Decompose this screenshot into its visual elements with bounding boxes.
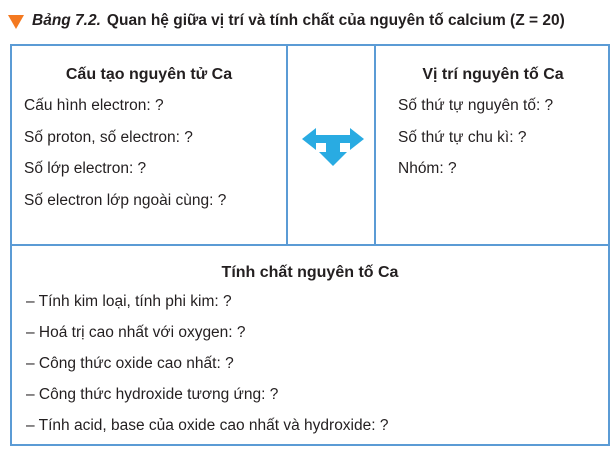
arrow-cell <box>286 46 376 244</box>
element-properties-heading: Tính chất nguyên tố Ca <box>221 264 399 281</box>
list-item: Số thứ tự chu kì: ? <box>398 128 527 146</box>
triangle-marker-icon <box>8 15 24 29</box>
list-item: – Hoá trị cao nhất với oxygen: ? <box>26 324 246 341</box>
list-item: – Tính kim loại, tính phi kim: ? <box>26 293 232 310</box>
list-item: – Công thức hydroxide tương ứng: ? <box>26 386 279 403</box>
atomic-structure-heading: Cấu tạo nguyên tử Ca <box>65 66 233 83</box>
element-properties-cell <box>12 244 608 444</box>
double-headed-arrow-icon <box>302 126 364 166</box>
list-item: – Công thức oxide cao nhất: ? <box>26 355 234 372</box>
list-item: Số proton, số electron: ? <box>24 128 193 146</box>
relation-table <box>10 44 610 446</box>
list-item: Nhóm: ? <box>398 160 457 177</box>
list-item: – Tính acid, base của oxide cao nhất và hydroxide: ? <box>26 417 389 434</box>
table-label: Bảng 7.2. <box>32 12 101 29</box>
list-item: Số lớp electron: ? <box>24 160 147 177</box>
element-position-cell <box>376 46 610 244</box>
list-item: Số thứ tự nguyên tố: ? <box>398 97 554 114</box>
element-position-heading: Vị trí nguyên tố Ca <box>422 66 564 83</box>
table-title: Quan hệ giữa vị trí và tính chất của nguyên tố calcium (Z = 20) <box>106 12 565 29</box>
atomic-structure-cell <box>12 46 286 244</box>
table-caption <box>8 8 608 34</box>
list-item: Cấu hình electron: ? <box>24 97 164 114</box>
list-item: Số electron lớp ngoài cùng: ? <box>24 191 227 209</box>
